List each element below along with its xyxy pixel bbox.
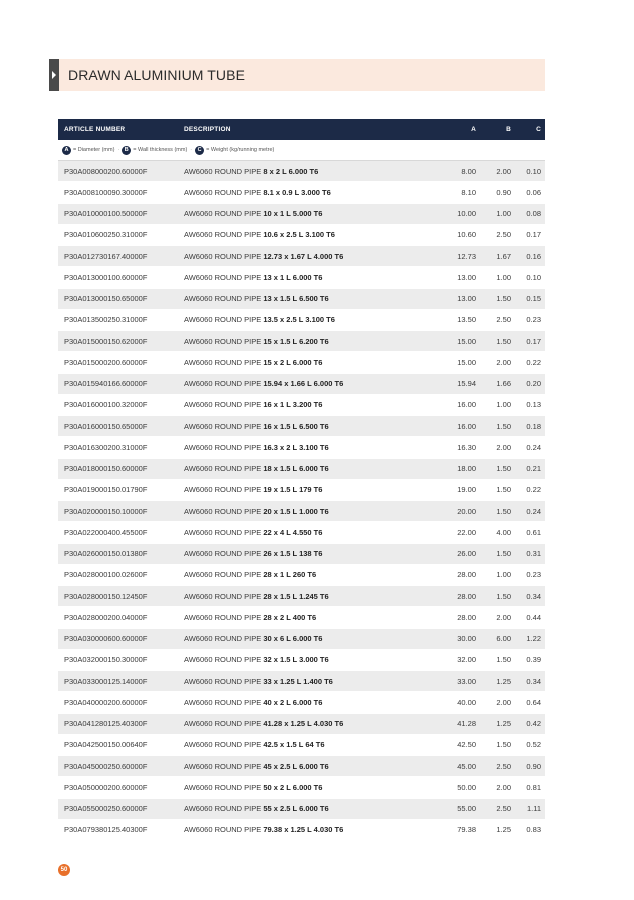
cell-b: 2.00 bbox=[496, 697, 511, 707]
description-dimensions: 22 x 4 L 4.550 T6 bbox=[263, 527, 323, 537]
cell-b: 1.50 bbox=[496, 591, 511, 601]
table-row bbox=[58, 352, 545, 373]
cell-article-number: P30A079380125.40300F bbox=[64, 825, 148, 835]
cell-article-number: P30A026000150.01380F bbox=[64, 549, 148, 559]
legend-badge-a: A bbox=[62, 146, 71, 155]
table-row bbox=[58, 225, 545, 246]
cell-article-number: P30A055000250.60000F bbox=[64, 804, 148, 814]
cell-c: 0.20 bbox=[526, 379, 541, 389]
cell-a: 40.00 bbox=[457, 697, 476, 707]
table-row bbox=[58, 522, 545, 543]
description-dimensions: 15.94 x 1.66 L 6.000 T6 bbox=[263, 379, 344, 389]
table-row bbox=[58, 777, 545, 798]
cell-b: 1.67 bbox=[496, 251, 511, 261]
table-row bbox=[58, 714, 545, 735]
cell-description bbox=[184, 549, 424, 558]
cell-a: 28.00 bbox=[457, 570, 476, 580]
cell-a: 79.38 bbox=[457, 825, 476, 835]
cell-c: 0.23 bbox=[526, 570, 541, 580]
cell-article-number: P30A020000150.10000F bbox=[64, 506, 148, 516]
table-row bbox=[58, 671, 545, 692]
cell-a: 32.00 bbox=[457, 655, 476, 665]
cell-description bbox=[184, 740, 424, 749]
cell-a: 26.00 bbox=[457, 549, 476, 559]
cell-description bbox=[184, 570, 424, 579]
cell-c: 1.11 bbox=[526, 804, 541, 814]
cell-description bbox=[184, 167, 424, 176]
cell-a: 13.50 bbox=[457, 315, 476, 325]
cell-article-number: P30A016000150.65000F bbox=[64, 421, 148, 431]
table-row bbox=[58, 416, 545, 437]
legend-separator: · bbox=[190, 147, 193, 153]
cell-description bbox=[184, 273, 424, 282]
cell-description bbox=[184, 188, 424, 197]
cell-description bbox=[184, 485, 424, 494]
cell-article-number: P30A016000100.32000F bbox=[64, 400, 148, 410]
description-dimensions: 10 x 1 L 5.000 T6 bbox=[263, 209, 323, 219]
description-prefix: AW6060 ROUND PIPE bbox=[184, 294, 262, 304]
cell-b: 1.50 bbox=[496, 294, 511, 304]
cell-c: 0.17 bbox=[526, 230, 541, 240]
legend-item bbox=[195, 146, 274, 155]
cell-article-number: P30A008100090.30000F bbox=[64, 187, 148, 197]
legend-separator: · bbox=[117, 147, 120, 153]
cell-c: 1.22 bbox=[526, 634, 541, 644]
table-header bbox=[58, 119, 545, 140]
cell-article-number: P30A013500250.31000F bbox=[64, 315, 148, 325]
cell-article-number: P30A028000200.04000F bbox=[64, 612, 148, 622]
legend-item bbox=[62, 146, 114, 155]
cell-description bbox=[184, 528, 424, 537]
table-row bbox=[58, 692, 545, 713]
cell-b: 4.00 bbox=[496, 527, 511, 537]
table-row bbox=[58, 735, 545, 756]
product-table bbox=[58, 119, 545, 841]
description-prefix: AW6060 ROUND PIPE bbox=[184, 740, 262, 750]
cell-description bbox=[184, 230, 424, 239]
cell-description bbox=[184, 825, 424, 834]
cell-description bbox=[184, 507, 424, 516]
description-dimensions: 41.28 x 1.25 L 4.030 T6 bbox=[263, 719, 344, 729]
cell-description bbox=[184, 613, 424, 622]
section-title-bar bbox=[49, 59, 545, 91]
page-number: 50 bbox=[58, 864, 70, 876]
cell-b: 1.25 bbox=[496, 825, 511, 835]
cell-c: 0.06 bbox=[526, 187, 541, 197]
cell-article-number: P30A050000200.60000F bbox=[64, 782, 148, 792]
description-dimensions: 13.5 x 2.5 L 3.100 T6 bbox=[263, 315, 335, 325]
description-prefix: AW6060 ROUND PIPE bbox=[184, 506, 262, 516]
cell-b: 0.90 bbox=[496, 187, 511, 197]
cell-c: 0.21 bbox=[526, 464, 541, 474]
cell-a: 16.00 bbox=[457, 400, 476, 410]
table-row bbox=[58, 395, 545, 416]
cell-a: 18.00 bbox=[457, 464, 476, 474]
description-dimensions: 16 x 1 L 3.200 T6 bbox=[263, 400, 323, 410]
cell-c: 0.34 bbox=[526, 676, 541, 686]
cell-b: 1.50 bbox=[496, 485, 511, 495]
cell-a: 28.00 bbox=[457, 591, 476, 601]
cell-a: 15.94 bbox=[457, 379, 476, 389]
cell-c: 0.18 bbox=[526, 421, 541, 431]
cell-article-number: P30A028000150.12450F bbox=[64, 591, 148, 601]
cell-a: 15.00 bbox=[457, 336, 476, 346]
description-dimensions: 10.6 x 2.5 L 3.100 T6 bbox=[263, 230, 335, 240]
description-prefix: AW6060 ROUND PIPE bbox=[184, 655, 262, 665]
cell-b: 1.50 bbox=[496, 506, 511, 516]
cell-a: 8.10 bbox=[461, 187, 476, 197]
description-prefix: AW6060 ROUND PIPE bbox=[184, 676, 262, 686]
cell-a: 8.00 bbox=[461, 166, 476, 176]
cell-b: 2.50 bbox=[496, 804, 511, 814]
cell-c: 0.52 bbox=[526, 740, 541, 750]
description-dimensions: 28 x 2 L 400 T6 bbox=[263, 612, 317, 622]
cell-b: 1.50 bbox=[496, 464, 511, 474]
description-prefix: AW6060 ROUND PIPE bbox=[184, 187, 262, 197]
cell-b: 1.50 bbox=[496, 549, 511, 559]
description-dimensions: 40 x 2 L 6.000 T6 bbox=[263, 697, 323, 707]
cell-description bbox=[184, 400, 424, 409]
description-prefix: AW6060 ROUND PIPE bbox=[184, 442, 262, 452]
cell-a: 33.00 bbox=[457, 676, 476, 686]
cell-b: 1.50 bbox=[496, 740, 511, 750]
cell-c: 0.16 bbox=[526, 251, 541, 261]
legend-text: = Wall thickness (mm) bbox=[133, 147, 188, 153]
legend-badge-c: C bbox=[195, 146, 204, 155]
table-row bbox=[58, 501, 545, 522]
cell-c: 0.64 bbox=[526, 697, 541, 707]
table-row bbox=[58, 331, 545, 352]
cell-article-number: P30A008000200.60000F bbox=[64, 166, 148, 176]
description-prefix: AW6060 ROUND PIPE bbox=[184, 336, 262, 346]
description-dimensions: 13 x 1 L 6.000 T6 bbox=[263, 272, 323, 282]
cell-description bbox=[184, 655, 424, 664]
cell-c: 0.24 bbox=[526, 506, 541, 516]
cell-a: 16.00 bbox=[457, 421, 476, 431]
cell-c: 0.34 bbox=[526, 591, 541, 601]
cell-description bbox=[184, 592, 424, 601]
description-prefix: AW6060 ROUND PIPE bbox=[184, 719, 262, 729]
cell-c: 0.61 bbox=[526, 527, 541, 537]
legend-text: = Diameter (mm) bbox=[73, 147, 115, 153]
cell-c: 0.44 bbox=[526, 612, 541, 622]
description-prefix: AW6060 ROUND PIPE bbox=[184, 209, 262, 219]
cell-b: 2.50 bbox=[496, 315, 511, 325]
cell-c: 0.23 bbox=[526, 315, 541, 325]
description-prefix: AW6060 ROUND PIPE bbox=[184, 549, 262, 559]
cell-article-number: P30A018000150.60000F bbox=[64, 464, 148, 474]
cell-description bbox=[184, 677, 424, 686]
cell-c: 0.17 bbox=[526, 336, 541, 346]
cell-c: 0.39 bbox=[526, 655, 541, 665]
description-dimensions: 32 x 1.5 L 3.000 T6 bbox=[263, 655, 329, 665]
description-dimensions: 45 x 2.5 L 6.000 T6 bbox=[263, 761, 329, 771]
cell-b: 2.50 bbox=[496, 761, 511, 771]
cell-b: 1.50 bbox=[496, 421, 511, 431]
description-prefix: AW6060 ROUND PIPE bbox=[184, 485, 262, 495]
description-prefix: AW6060 ROUND PIPE bbox=[184, 761, 262, 771]
description-prefix: AW6060 ROUND PIPE bbox=[184, 379, 262, 389]
cell-a: 42.50 bbox=[457, 740, 476, 750]
cell-description bbox=[184, 252, 424, 261]
cell-article-number: P30A010000100.50000F bbox=[64, 209, 148, 219]
description-prefix: AW6060 ROUND PIPE bbox=[184, 400, 262, 410]
cell-c: 0.24 bbox=[526, 442, 541, 452]
cell-description bbox=[184, 719, 424, 728]
description-prefix: AW6060 ROUND PIPE bbox=[184, 464, 262, 474]
cell-article-number: P30A045000250.60000F bbox=[64, 761, 148, 771]
table-row bbox=[58, 161, 545, 182]
cell-a: 45.00 bbox=[457, 761, 476, 771]
cell-a: 13.00 bbox=[457, 294, 476, 304]
cell-article-number: P30A030000600.60000F bbox=[64, 634, 148, 644]
description-dimensions: 16.3 x 2 L 3.100 T6 bbox=[263, 442, 329, 452]
header-description: DESCRIPTION bbox=[184, 126, 231, 133]
table-row bbox=[58, 629, 545, 650]
cell-article-number: P30A022000400.45500F bbox=[64, 527, 148, 537]
cell-b: 1.50 bbox=[496, 336, 511, 346]
description-dimensions: 8.1 x 0.9 L 3.000 T6 bbox=[263, 187, 331, 197]
page-title: DRAWN ALUMINIUM TUBE bbox=[68, 67, 246, 83]
description-dimensions: 30 x 6 L 6.000 T6 bbox=[263, 634, 323, 644]
cell-description bbox=[184, 209, 424, 218]
cell-c: 0.83 bbox=[526, 825, 541, 835]
cell-a: 19.00 bbox=[457, 485, 476, 495]
table-row bbox=[58, 459, 545, 480]
cell-description bbox=[184, 762, 424, 771]
description-prefix: AW6060 ROUND PIPE bbox=[184, 230, 262, 240]
column-legend bbox=[58, 140, 545, 161]
cell-article-number: P30A015000150.62000F bbox=[64, 336, 148, 346]
cell-b: 6.00 bbox=[496, 634, 511, 644]
cell-description bbox=[184, 464, 424, 473]
header-article-number: ARTICLE NUMBER bbox=[64, 126, 126, 133]
description-dimensions: 79.38 x 1.25 L 4.030 T6 bbox=[263, 825, 344, 835]
cell-a: 10.60 bbox=[457, 230, 476, 240]
table-row bbox=[58, 607, 545, 628]
cell-b: 2.00 bbox=[496, 782, 511, 792]
cell-article-number: P30A016300200.31000F bbox=[64, 442, 148, 452]
cell-b: 2.00 bbox=[496, 166, 511, 176]
header-a: A bbox=[471, 126, 476, 133]
description-prefix: AW6060 ROUND PIPE bbox=[184, 591, 262, 601]
description-prefix: AW6060 ROUND PIPE bbox=[184, 570, 262, 580]
cell-description bbox=[184, 315, 424, 324]
table-row bbox=[58, 289, 545, 310]
cell-article-number: P30A028000100.02600F bbox=[64, 570, 148, 580]
table-row bbox=[58, 650, 545, 671]
table-row bbox=[58, 586, 545, 607]
cell-description bbox=[184, 698, 424, 707]
cell-a: 28.00 bbox=[457, 612, 476, 622]
cell-article-number: P30A013000100.60000F bbox=[64, 272, 148, 282]
legend-text: = Weight (kg/running metre) bbox=[206, 147, 275, 153]
cell-a: 13.00 bbox=[457, 272, 476, 282]
cell-article-number: P30A013000150.65000F bbox=[64, 294, 148, 304]
cell-c: 0.08 bbox=[526, 209, 541, 219]
cell-b: 2.00 bbox=[496, 612, 511, 622]
description-prefix: AW6060 ROUND PIPE bbox=[184, 804, 262, 814]
cell-b: 1.66 bbox=[496, 379, 511, 389]
table-row bbox=[58, 565, 545, 586]
description-dimensions: 28 x 1.5 L 1.245 T6 bbox=[263, 591, 329, 601]
description-dimensions: 20 x 1.5 L 1.000 T6 bbox=[263, 506, 329, 516]
cell-description bbox=[184, 443, 424, 452]
cell-b: 1.50 bbox=[496, 655, 511, 665]
cell-description bbox=[184, 294, 424, 303]
description-dimensions: 33 x 1.25 L 1.400 T6 bbox=[263, 676, 333, 686]
cell-article-number: P30A019000150.01790F bbox=[64, 485, 148, 495]
cell-a: 12.73 bbox=[457, 251, 476, 261]
cell-description bbox=[184, 379, 424, 388]
cell-b: 1.00 bbox=[496, 570, 511, 580]
description-dimensions: 12.73 x 1.67 L 4.000 T6 bbox=[263, 251, 344, 261]
cell-article-number: P30A042500150.00640F bbox=[64, 740, 148, 750]
description-dimensions: 8 x 2 L 6.000 T6 bbox=[263, 166, 319, 176]
cell-c: 0.22 bbox=[526, 357, 541, 367]
description-prefix: AW6060 ROUND PIPE bbox=[184, 315, 262, 325]
cell-article-number: P30A012730167.40000F bbox=[64, 251, 148, 261]
cell-c: 0.42 bbox=[526, 719, 541, 729]
description-prefix: AW6060 ROUND PIPE bbox=[184, 612, 262, 622]
cell-article-number: P30A010600250.31000F bbox=[64, 230, 148, 240]
cell-a: 50.00 bbox=[457, 782, 476, 792]
description-dimensions: 55 x 2.5 L 6.000 T6 bbox=[263, 804, 329, 814]
description-prefix: AW6060 ROUND PIPE bbox=[184, 357, 262, 367]
cell-c: 0.31 bbox=[526, 549, 541, 559]
cell-c: 0.22 bbox=[526, 485, 541, 495]
table-row bbox=[58, 267, 545, 288]
description-dimensions: 15 x 1.5 L 6.200 T6 bbox=[263, 336, 329, 346]
cell-a: 15.00 bbox=[457, 357, 476, 367]
cell-a: 20.00 bbox=[457, 506, 476, 516]
cell-article-number: P30A032000150.30000F bbox=[64, 655, 148, 665]
table-row bbox=[58, 182, 545, 203]
description-dimensions: 50 x 2 L 6.000 T6 bbox=[263, 782, 323, 792]
cell-a: 55.00 bbox=[457, 804, 476, 814]
cell-article-number: P30A033000125.14000F bbox=[64, 676, 148, 686]
cell-b: 1.00 bbox=[496, 209, 511, 219]
cell-a: 22.00 bbox=[457, 527, 476, 537]
cell-a: 41.28 bbox=[457, 719, 476, 729]
cell-b: 1.25 bbox=[496, 719, 511, 729]
table-row bbox=[58, 204, 545, 225]
description-prefix: AW6060 ROUND PIPE bbox=[184, 697, 262, 707]
description-prefix: AW6060 ROUND PIPE bbox=[184, 782, 262, 792]
cell-description bbox=[184, 804, 424, 813]
description-dimensions: 13 x 1.5 L 6.500 T6 bbox=[263, 294, 329, 304]
cell-description bbox=[184, 337, 424, 346]
table-row bbox=[58, 480, 545, 501]
description-dimensions: 28 x 1 L 260 T6 bbox=[263, 570, 317, 580]
cell-b: 1.00 bbox=[496, 400, 511, 410]
description-prefix: AW6060 ROUND PIPE bbox=[184, 527, 262, 537]
cell-b: 2.00 bbox=[496, 357, 511, 367]
cell-b: 1.25 bbox=[496, 676, 511, 686]
header-c: C bbox=[536, 126, 541, 133]
cell-article-number: P30A015000200.60000F bbox=[64, 357, 148, 367]
cell-description bbox=[184, 422, 424, 431]
description-dimensions: 42.5 x 1.5 L 64 T6 bbox=[263, 740, 325, 750]
cell-c: 0.81 bbox=[526, 782, 541, 792]
table-row bbox=[58, 799, 545, 820]
cell-a: 30.00 bbox=[457, 634, 476, 644]
description-dimensions: 15 x 2 L 6.000 T6 bbox=[263, 357, 323, 367]
cell-c: 0.15 bbox=[526, 294, 541, 304]
description-dimensions: 18 x 1.5 L 6.000 T6 bbox=[263, 464, 329, 474]
cell-article-number: P30A041280125.40300F bbox=[64, 719, 148, 729]
description-dimensions: 16 x 1.5 L 6.500 T6 bbox=[263, 421, 329, 431]
table-row bbox=[58, 437, 545, 458]
description-prefix: AW6060 ROUND PIPE bbox=[184, 166, 262, 176]
description-prefix: AW6060 ROUND PIPE bbox=[184, 251, 262, 261]
cell-c: 0.10 bbox=[526, 166, 541, 176]
description-prefix: AW6060 ROUND PIPE bbox=[184, 634, 262, 644]
cell-c: 0.10 bbox=[526, 272, 541, 282]
table-row bbox=[58, 374, 545, 395]
cell-article-number: P30A015940166.60000F bbox=[64, 379, 148, 389]
table-row bbox=[58, 820, 545, 841]
description-prefix: AW6060 ROUND PIPE bbox=[184, 421, 262, 431]
cell-b: 2.50 bbox=[496, 230, 511, 240]
table-row bbox=[58, 310, 545, 331]
legend-item bbox=[122, 146, 187, 155]
table-row bbox=[58, 756, 545, 777]
header-b: B bbox=[506, 126, 511, 133]
table-row bbox=[58, 246, 545, 267]
description-prefix: AW6060 ROUND PIPE bbox=[184, 272, 262, 282]
cell-description bbox=[184, 358, 424, 367]
triangle-marker-icon bbox=[49, 59, 59, 91]
cell-article-number: P30A040000200.60000F bbox=[64, 697, 148, 707]
table-body bbox=[58, 161, 545, 841]
table-row bbox=[58, 544, 545, 565]
description-dimensions: 26 x 1.5 L 138 T6 bbox=[263, 549, 323, 559]
cell-a: 10.00 bbox=[457, 209, 476, 219]
cell-c: 0.90 bbox=[526, 761, 541, 771]
cell-b: 2.00 bbox=[496, 442, 511, 452]
legend-badge-b: B bbox=[122, 146, 131, 155]
cell-c: 0.13 bbox=[526, 400, 541, 410]
description-prefix: AW6060 ROUND PIPE bbox=[184, 825, 262, 835]
description-dimensions: 19 x 1.5 L 179 T6 bbox=[263, 485, 323, 495]
cell-description bbox=[184, 783, 424, 792]
cell-b: 1.00 bbox=[496, 272, 511, 282]
cell-description bbox=[184, 634, 424, 643]
cell-a: 16.30 bbox=[457, 442, 476, 452]
